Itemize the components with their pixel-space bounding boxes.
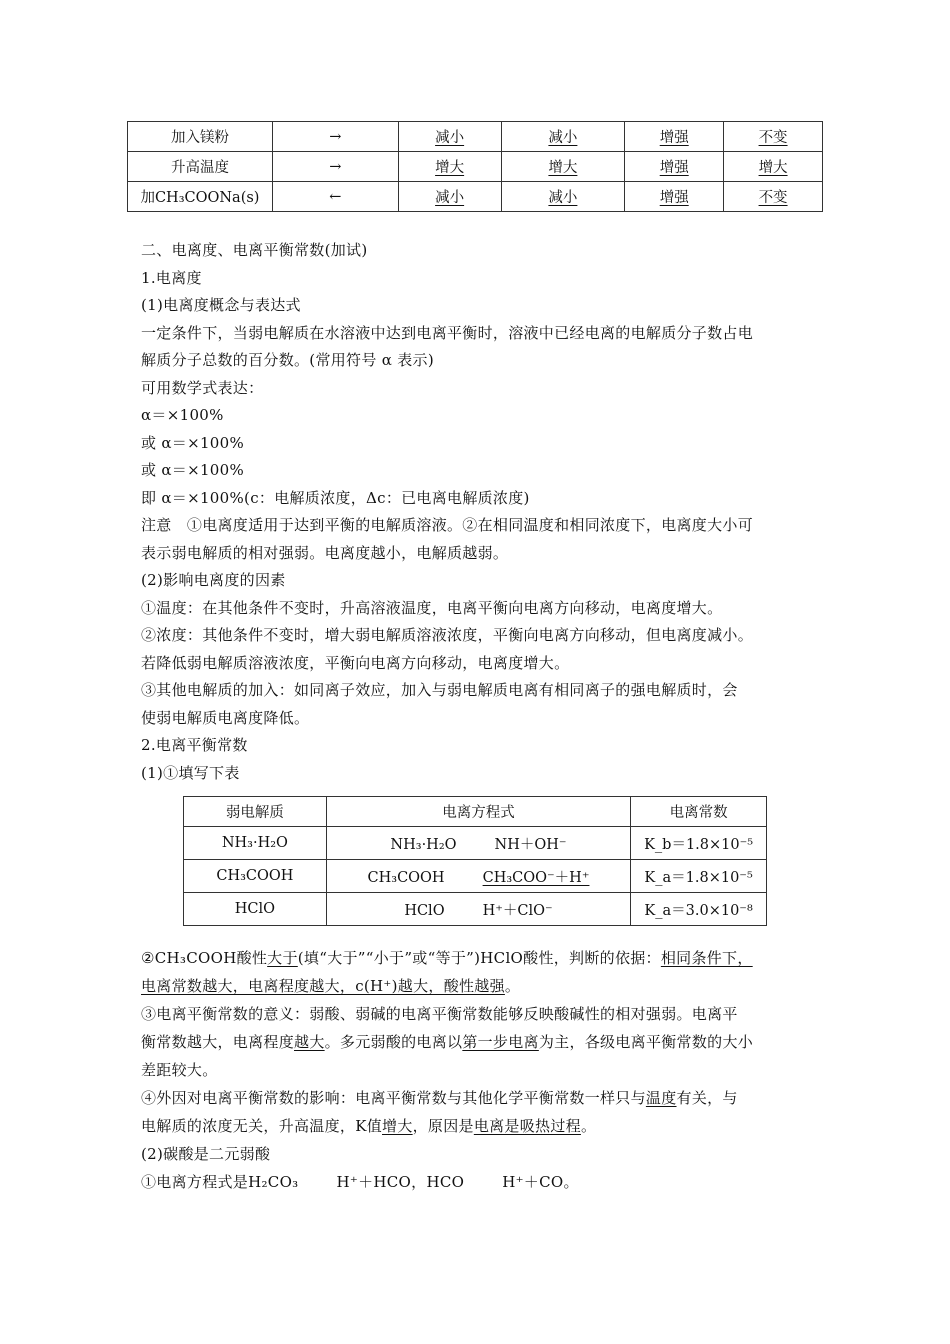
subsection-heading: (1)①填写下表 — [141, 764, 240, 782]
answer-text: 增强 — [659, 190, 689, 206]
equation-right: H⁺＋ClO⁻ — [482, 902, 553, 919]
table-cell — [501, 152, 625, 182]
answer-text: 不变 — [758, 190, 788, 206]
subsection-heading: 1.电离度 — [141, 269, 202, 287]
equation-cell — [326, 893, 630, 926]
answer-text: 减小 — [548, 130, 578, 146]
table-cell — [625, 122, 724, 152]
electrolyte-cell: HClO — [184, 893, 327, 926]
subsection-heading: 2.电离平衡常数 — [141, 736, 248, 754]
constant-cell: K_a＝3.0×10⁻⁸ — [631, 893, 767, 926]
equation-right: NH＋OH⁻ — [494, 836, 567, 853]
table-row — [184, 893, 767, 926]
paragraph-line: ①电离方程式是H₂CO₃ H⁺＋HCO，HCO H⁺＋CO。 — [141, 1173, 579, 1191]
paragraph-line: ③电离平衡常数的意义：弱酸、弱碱的电离平衡常数能够反映酸碱性的相对强弱。电离平 — [141, 1005, 738, 1023]
answer-text: 增大 — [435, 160, 465, 176]
answer-text: 增大 — [548, 160, 578, 176]
answer-text: 减小 — [435, 130, 465, 146]
paragraph-line: ③其他电解质的加入：如同离子效应，加入与弱电解质电离有相同离子的强电解质时，会 — [141, 681, 738, 699]
answer-text: 增强 — [659, 130, 689, 146]
paragraph-line: 电解质的浓度无关，升高温度，K值增大，原因是电离是吸热过程。 — [141, 1117, 597, 1135]
shift-direction-cell: → — [272, 122, 398, 152]
shift-direction-cell: ← — [272, 182, 398, 212]
electrolyte-cell: CH₃COOH — [184, 860, 327, 893]
paragraph-line: ②浓度：其他条件不变时，增大弱电解质溶液浓度，平衡向电离方向移动，但电离度减小。 — [141, 626, 754, 644]
paragraph-line: 使弱电解质电离度降低。 — [141, 709, 310, 727]
answer-text: 不变 — [758, 130, 788, 146]
table-cell — [398, 152, 501, 182]
table-cell — [724, 182, 823, 212]
condition-cell: 加CH₃COONa(s) — [128, 182, 273, 212]
formula-line: α＝×100% — [141, 406, 224, 424]
equation-cell — [326, 827, 630, 860]
table-cell — [724, 152, 823, 182]
subsection-heading: (1)电离度概念与表达式 — [141, 296, 301, 314]
equation-right: CH₃COO⁻＋H⁺ — [482, 869, 590, 886]
ionization-constant-table — [183, 796, 767, 926]
paragraph-line: 差距较大。 — [141, 1061, 218, 1079]
answer-text: 减小 — [435, 190, 465, 206]
paragraph-line: 衡常数越大，电离程度越大。多元弱酸的电离以第一步电离为主，各级电离平衡常数的大小 — [141, 1033, 754, 1051]
subsection-heading: (2)影响电离度的因素 — [141, 571, 286, 589]
paragraph-line: 电离常数越大，电离程度越大，c(H⁺)越大，酸性越强。 — [141, 977, 521, 995]
table-cell — [625, 182, 724, 212]
paragraph-line: ②CH₃COOH酸性大于(填“大于”“小于”或“等于”)HClO酸性，判断的依据：相同条件下， — [141, 949, 753, 967]
effect-table — [127, 121, 823, 212]
paragraph-line: ④外因对电离平衡常数的影响：电离平衡常数与其他化学平衡常数一样只与温度有关，与 — [141, 1089, 738, 1107]
condition-cell: 升高温度 — [128, 152, 273, 182]
table-row — [128, 122, 823, 152]
shift-direction-cell: → — [272, 152, 398, 182]
equation-left: CH₃COOH — [367, 869, 445, 886]
paragraph-line: 可用数学式表达： — [141, 379, 264, 397]
paragraph-line: 解质分子总数的百分数。(常用符号 α 表示) — [141, 351, 434, 369]
table-row — [128, 152, 823, 182]
table-cell — [501, 182, 625, 212]
section-heading: 二、电离度、电离平衡常数(加试) — [141, 241, 368, 259]
table-header-row — [184, 797, 767, 827]
table-cell — [398, 122, 501, 152]
formula-line: 或 α＝×100% — [141, 461, 245, 479]
constant-cell: K_a＝1.8×10⁻⁵ — [631, 860, 767, 893]
note-line: 注意 ①电离度适用于达到平衡的电解质溶液。②在相同温度和相同浓度下，电离度大小可 — [141, 516, 754, 534]
table-row — [184, 827, 767, 860]
answer-text: 增强 — [659, 160, 689, 176]
table-row — [184, 860, 767, 893]
answer-text: 增大 — [758, 160, 788, 176]
equation-cell — [326, 860, 630, 893]
paragraph-line: 若降低弱电解质溶液浓度，平衡向电离方向移动，电离度增大。 — [141, 654, 570, 672]
formula-line: 或 α＝×100% — [141, 434, 245, 452]
constant-cell: K_b＝1.8×10⁻⁵ — [631, 827, 767, 860]
note-line: 表示弱电解质的相对强弱。电离度越小，电解质越弱。 — [141, 544, 509, 562]
paragraph-line: ①温度：在其他条件不变时，升高溶液温度，电离平衡向电离方向移动，电离度增大。 — [141, 599, 723, 617]
formula-line: 即 α＝×100%(c：电解质浓度，Δc：已电离电解质浓度) — [141, 489, 530, 507]
electrolyte-cell: NH₃·H₂O — [184, 827, 327, 860]
subsection-heading: (2)碳酸是二元弱酸 — [141, 1145, 271, 1163]
equation-left: NH₃·H₂O — [390, 836, 457, 853]
table-cell — [625, 152, 724, 182]
header-cell: 电离方程式 — [326, 797, 630, 827]
condition-cell: 加入镁粉 — [128, 122, 273, 152]
header-cell: 弱电解质 — [184, 797, 327, 827]
header-cell: 电离常数 — [631, 797, 767, 827]
answer-text: 减小 — [548, 190, 578, 206]
table-cell — [398, 182, 501, 212]
table-cell — [501, 122, 625, 152]
equation-left: HClO — [404, 902, 445, 919]
table-row — [128, 182, 823, 212]
table-cell — [724, 122, 823, 152]
paragraph-line: 一定条件下，当弱电解质在水溶液中达到电离平衡时，溶液中已经电离的电解质分子数占电 — [141, 324, 754, 342]
